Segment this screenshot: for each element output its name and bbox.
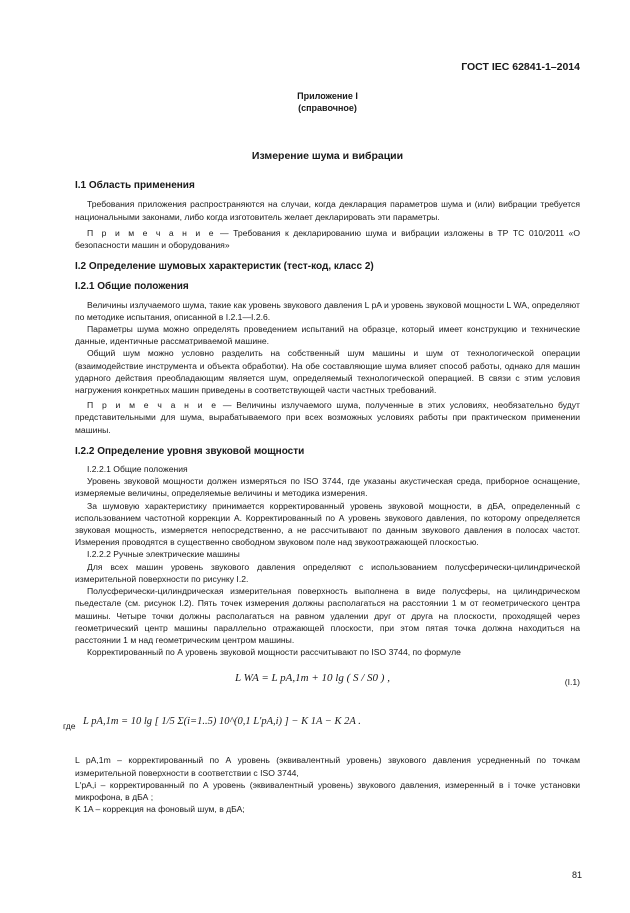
annex-title: Приложение I <box>297 91 358 101</box>
note <box>75 399 580 436</box>
formula-where <box>63 706 580 750</box>
note-text: — Величины излучаемого шума, полученные в этих условиях, необязательно будут представительными для шума, вырабатываемого при всех возможных условиях работы при практическом применении машины. <box>75 400 580 435</box>
paragraph: Требования приложения распространяются на случаи, когда декларация параметров шума и (или) вибрации требуется национальными законами, либо когда изготовитель желает декларировать эти параметры. <box>75 199 580 222</box>
paragraph: За шумовую характеристику принимается корректированный уровень звуковой мощности, в дБА, определенный с использованием частотной коррекции А. Корректированный по А уровень звукового давления, по которому определяется звуковая мощность, измеряется непосредственно, а не рассчитывают по данным звукового давления в полосах частот. Измерения проводятся в существенно свободном звуковом поле над звукоотражающей плоскостью. <box>75 500 580 548</box>
annex-subtitle: (справочное) <box>298 103 357 113</box>
definition-lpa1m: L pA,1m – корректированный по А уровень (эквивалентный уровень) звукового давления усредненный по точкам измерительной поверхности в соответствии с ISO 3744, <box>75 755 580 778</box>
standard-number: ГОСТ IEC 62841-1–2014 <box>461 61 580 73</box>
definition-lpai: L′pA,i – корректированный по А уровень (эквивалентный уровень) звукового давления, измеренный в i точке установки микрофона, в дБА ; <box>75 779 580 802</box>
formula-i1-expression: L WA = L pA,1m + 10 lg ( S / S0 ) , <box>235 672 390 685</box>
paragraph: Корректированный по А уровень звуковой мощности рассчитывают по ISO 3744, по формуле <box>87 647 461 658</box>
note <box>75 227 580 251</box>
subsection-heading-i21: I.2.1 Общие положения <box>75 281 189 293</box>
section-heading-i2: I.2 Определение шумовых характеристик (тест-код, класс 2) <box>75 261 374 273</box>
sub-subsection-title: I.2.2.1 Общие положения <box>87 464 188 475</box>
paragraph: Общий шум можно условно разделить на собственный шум машины и шум от технологической операции (взаимодействие инструмента и объекта обработки). На обе составляющие шума влияет способ работы, однако для машин ударного действия преобладающим является шум, определяемый технологической операцией. В связи с этим условия нагружения конкретных машин приведены в соответствующей части частных требований. <box>75 348 580 396</box>
subsection-heading-i22: I.2.2 Определение уровня звуковой мощности <box>75 445 305 457</box>
formula-number: (I.1) <box>564 677 580 688</box>
main-title: Измерение шума и вибрации <box>251 150 404 162</box>
definition-k1a: K 1A – коррекция на фоновый шум, в дБА; <box>75 804 245 815</box>
section-heading-i1: I.1 Область применения <box>75 180 195 192</box>
paragraph: Для всех машин уровень звукового давления определяют с использованием полусферически-цилиндрической измерительной поверхности по рисунку I.2. <box>75 561 580 584</box>
sub-subsection-title: I.2.2.2 Ручные электрические машины <box>87 549 240 560</box>
where-label: где <box>63 721 76 732</box>
page-body <box>63 56 581 815</box>
note-label: П р и м е ч а н и е <box>87 227 216 238</box>
paragraph: Уровень звуковой мощности должен измеряться по ISO 3744, где указаны акустическая среда, приборное оснащение, измеряемые величины, определяемые величины и методика измерения. <box>75 476 580 499</box>
paragraph: Величины излучаемого шума, такие как уровень звукового давления L pA и уровень звуковой мощности L WA, определяют по методике испытания, описанной в I.2.1—I.2.6. <box>75 299 580 322</box>
note-label: П р и м е ч а н и е <box>87 400 219 411</box>
note-text: — Требования к декларированию шума и вибрации изложены в ТР ТС 010/2011 «О безопасности машин и оборудования» <box>75 227 581 251</box>
formula-i1 <box>75 666 580 700</box>
paragraph: Полусферически-цилиндрическая измерительная поверхность выполнена в виде полусферы, на цилиндрическом пьедестале (см. рисунок I.2). Пять точек измерения должны располагаться на расстоянии 1 м от геометрического центра машины. Четыре точки должны располагаться на равном удалении друг от друга на плоскости, проходящей через геометрический центр машины параллельно отражающей плоскости, при этом пятая точка должна находиться на расстоянии 1 м над геометрическим центром машины. <box>75 586 580 645</box>
page-number: 81 <box>571 870 582 880</box>
paragraph: Параметры шума можно определять проведением испытаний на образце, который имеет конструкцию и технические данные, идентичные рассматриваемой машине. <box>75 324 580 347</box>
formula-lpa-expression: L pA,1m = 10 lg [ 1/5 Σ(i=1..5) 10^(0,1 L′pA,i) ] − K 1A − K 2A . <box>83 716 361 728</box>
